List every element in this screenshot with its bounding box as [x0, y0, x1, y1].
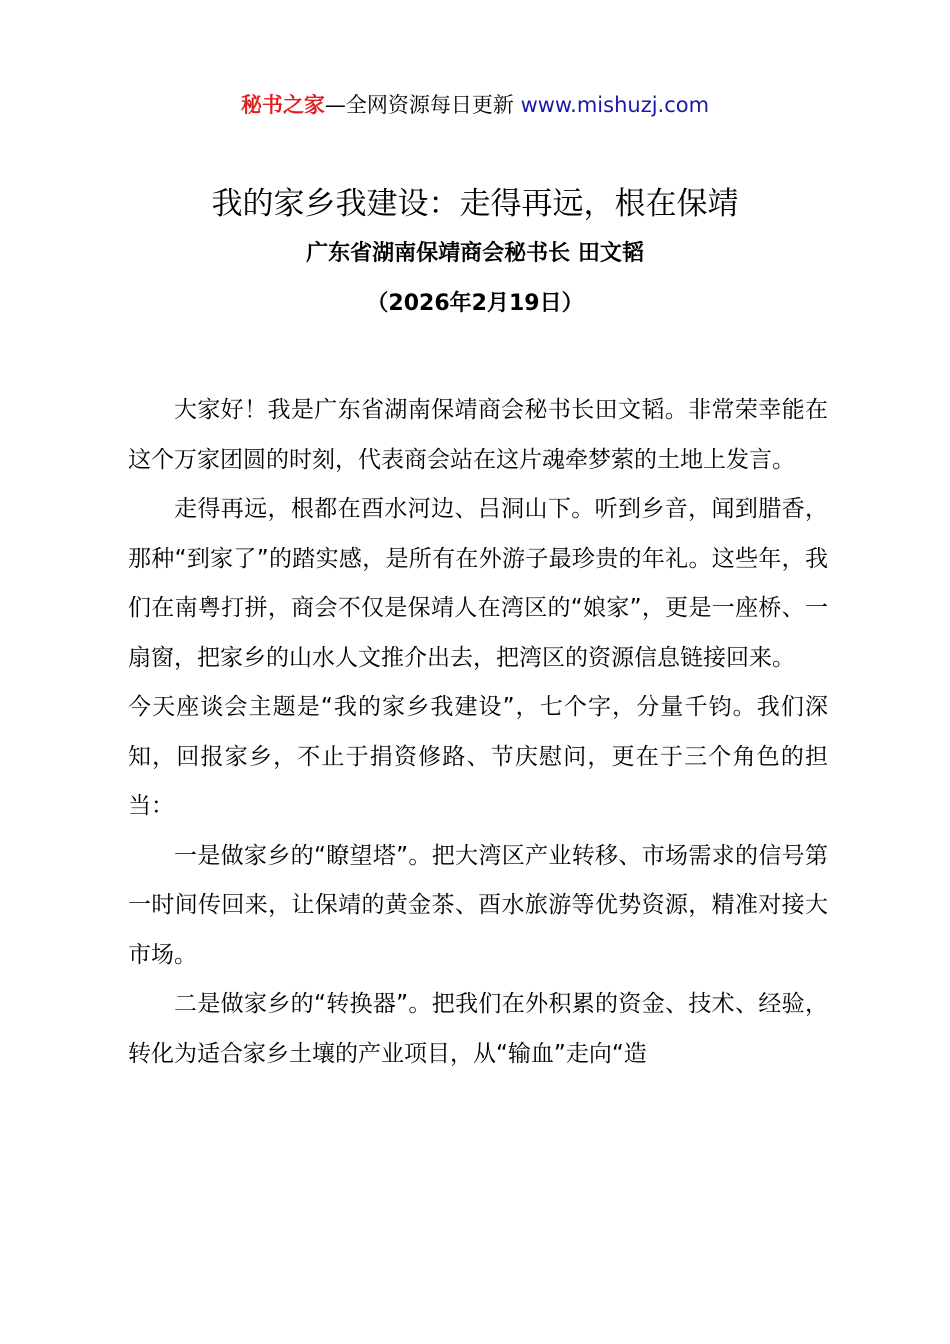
document-date: （2026年2月19日）	[366, 291, 584, 316]
paragraph: 大家好！我是广东省湖南保靖商会秘书长田文韬。非常荣幸能在这个万家团圆的时刻，代表商会站在这片魂牵梦萦的土地上发言。	[128, 397, 828, 473]
paragraph: 一是做家乡的“瞭望塔”。把大湾区产业转移、市场需求的信号第一时间传回来，让保靖的黄金茶、酉水旅游等优势资源，精准对接大市场。	[128, 842, 828, 968]
document-title: 我的家乡我建设：走得再远，根在保靖	[211, 186, 739, 222]
paragraph: 今天座谈会主题是“我的家乡我建设”，七个字，分量千钧。我们深知，回报家乡，不止于捐资修路、节庆慰问，更在于三个角色的担当：	[128, 694, 828, 819]
document-author: 广东省湖南保靖商会秘书长 田文韬	[306, 241, 644, 266]
paragraph: 走得再远，根都在酉水河边、吕洞山下。听到乡音，闻到腊香，那种“到家了”的踏实感，是所有在外游子最珍贵的年礼。这些年，我们在南粤打拼，商会不仅是保靖人在湾区的“娘家”，更是一座桥、一扇窗，把家乡的山水人文推介出去，把湾区的资源信息链接回来。	[128, 496, 828, 671]
site-tagline: —全网资源每日更新	[324, 93, 521, 117]
paragraph: 二是做家乡的“转换器”。把我们在外积累的资金、技术、经验，转化为适合家乡土壤的产业项目，从“输血”走向“造	[128, 991, 828, 1067]
site-brand: 秘书之家	[240, 93, 325, 117]
document-body	[128, 386, 828, 1079]
site-header	[0, 90, 950, 120]
site-url-link[interactable]: www.mishuzj.com	[520, 93, 710, 117]
